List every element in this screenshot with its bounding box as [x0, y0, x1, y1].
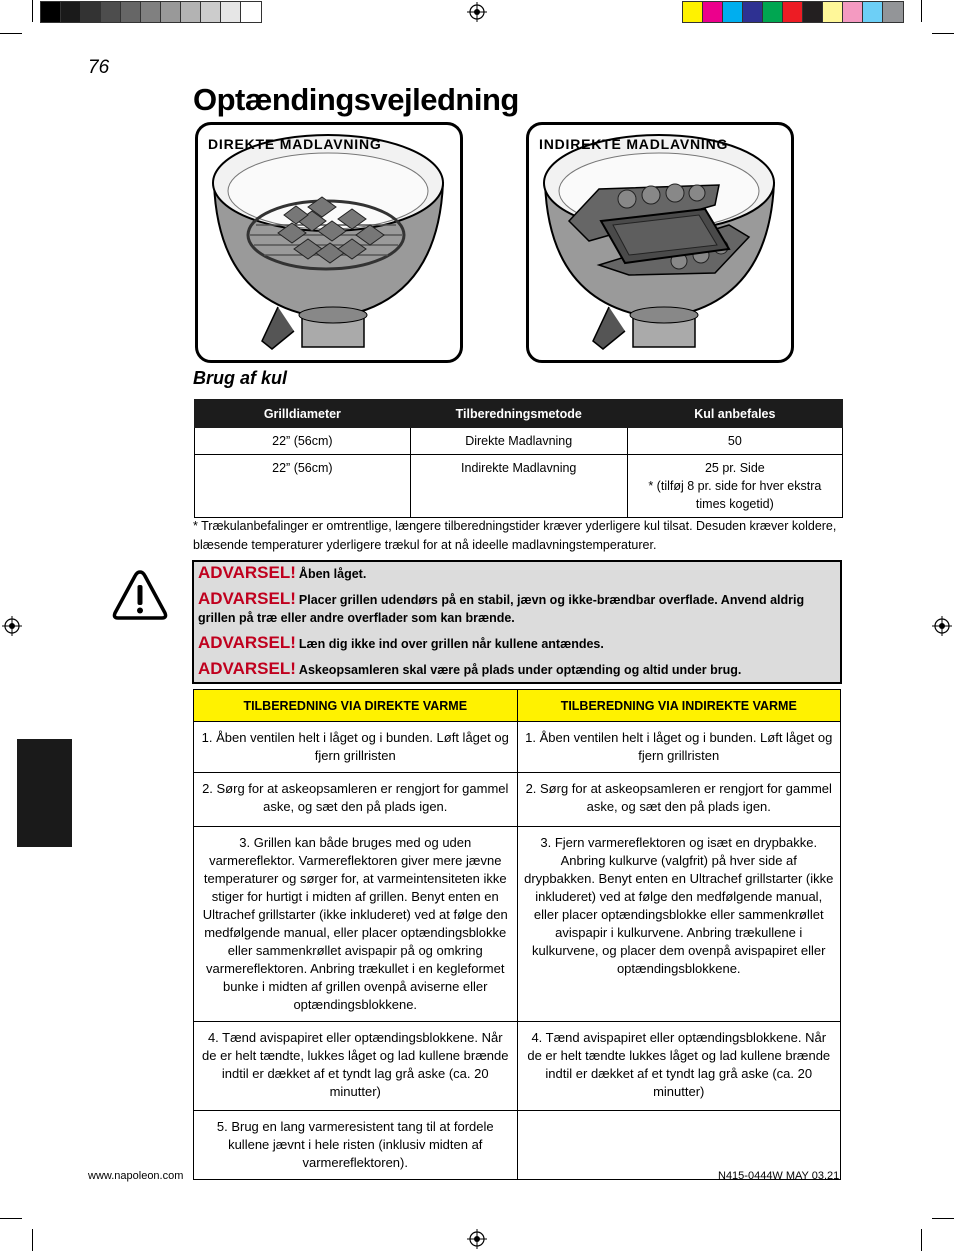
table-row: [194, 773, 841, 827]
page-number: 76: [88, 57, 110, 78]
direct-cooking-illustration: [195, 122, 463, 363]
registration-mark-icon: [932, 616, 952, 636]
direct-cooking-label: DIREKTE MADLAVNING: [208, 136, 382, 152]
grayscale-bar: [40, 1, 262, 23]
table-cell: 22” (56cm): [195, 428, 411, 455]
coal-note: * (tilføj 8 pr. side for hver ekstra: [648, 479, 822, 493]
footer-doc-code: N415-0444W MAY 03.21: [718, 1170, 840, 1182]
table-cell: Direkte Madlavning: [410, 428, 627, 455]
step-cell: 1. Åben ventilen helt i låget og i bunden. Løft låget og fjern grillristen: [517, 722, 841, 773]
color-swatch: [763, 2, 783, 22]
color-swatch: [181, 2, 201, 22]
table-row: [194, 1022, 841, 1111]
language-side-tab: [17, 739, 72, 847]
coal-table: [194, 399, 843, 518]
crop-mark: [932, 33, 954, 34]
color-swatch: [161, 2, 181, 22]
warning-text: Læn dig ikke ind over grillen når kullene antændes.: [298, 637, 604, 651]
warning-text: Placer grillen udendørs på en stabil, jævn og ikke-brændbar overflade. Anvend aldrig grillen på træ eller andre overflader som kan brænde.: [198, 593, 805, 625]
warning-text: Askeopsamleren skal være på plads under optænding og altid under brug.: [298, 663, 742, 677]
table-row: [194, 827, 841, 1022]
indirect-cooking-label: INDIREKTE MADLAVNING: [539, 136, 729, 152]
steps-header-indirect: TILBEREDNING VIA INDIREKTE VARME: [517, 690, 841, 722]
page-title: Optændingsvejledning: [193, 82, 519, 117]
table-cell: [627, 455, 842, 518]
color-swatch: [883, 2, 903, 22]
color-swatch: [743, 2, 763, 22]
crop-mark: [921, 0, 922, 22]
color-swatch: [783, 2, 803, 22]
step-cell: 1. Åben ventilen helt i låget og i bunden. Løft låget og fjern grillristen: [194, 722, 518, 773]
crop-mark: [932, 1218, 954, 1219]
color-swatch: [843, 2, 863, 22]
table-row: [195, 455, 843, 518]
crop-mark: [0, 1218, 22, 1219]
lighting-steps-table: [193, 689, 841, 1180]
crop-mark: [0, 33, 22, 34]
color-swatch: [201, 2, 221, 22]
crop-mark: [32, 0, 33, 22]
color-swatch: [221, 2, 241, 22]
step-cell: 5. Brug en lang varmeresistent tang til at fordele kullene jævnt i hele risten (inklusiv midten af varmereflektoren).: [194, 1111, 518, 1180]
crop-mark: [32, 1229, 33, 1251]
warning-triangle-icon: [112, 569, 168, 621]
color-swatch: [141, 2, 161, 22]
grill-direct-icon: [198, 125, 460, 360]
step-cell: 2. Sørg for at askeopsamleren er rengjort for gammel aske, og sæt den på plads igen.: [517, 773, 841, 827]
indirect-cooking-illustration: [526, 122, 794, 363]
warning-label: ADVARSEL!: [198, 589, 296, 608]
warning-item: [198, 590, 836, 627]
warning-label: ADVARSEL!: [198, 563, 296, 582]
color-swatch: [683, 2, 703, 22]
coal-table-header: Grilldiameter: [195, 400, 411, 428]
coal-footnote: * Trækulanbefalinger er omtrentlige, længere tilberedningstider kræver yderligere kul tilsat. Desuden kræver koldere, blæsende temperaturer yderligere trækul for at nå ideelle madlavningstemperaturer.: [193, 519, 837, 552]
color-swatch: [723, 2, 743, 22]
step-cell: 3. Fjern varmereflektoren og isæt en drypbakke. Anbring kulkurve (valgfrit) på hver side af drypbakken. Benyt enten en Ultrachef grillstarter (ikke inkluderet) ved at følge den medfølgende manual, eller placer optændingsblokke eller sammenkrøllet avispapir i kulkurvene. Anbring trækullene i kulkurvene, og placer dem ovenpå avispapiret eller optændingsblokkene.: [517, 827, 841, 1022]
step-cell: 2. Sørg for at askeopsamleren er rengjort for gammel aske, og sæt den på plads igen.: [194, 773, 518, 827]
coal-section-heading: Brug af kul: [193, 368, 288, 388]
step-cell: 4. Tænd avispapiret eller optændingsblokkene. Når de er helt tændte, lukkes låget og lad kullene brænde indtil er dækket af et tyndt lag grå aske (ca. 20 minutter): [194, 1022, 518, 1111]
coal-table-header: Tilberedningsmetode: [410, 400, 627, 428]
warning-item: [198, 634, 836, 653]
warning-box: [192, 560, 842, 684]
registration-mark-icon: [467, 1229, 487, 1249]
crop-mark: [921, 1229, 922, 1251]
warning-text: Åben låget.: [298, 567, 367, 581]
coal-note: times kogetid): [695, 497, 774, 511]
color-swatch: [61, 2, 81, 22]
color-swatch: [823, 2, 843, 22]
grill-indirect-icon: [529, 125, 791, 360]
color-swatch: [41, 2, 61, 22]
step-cell: 3. Grillen kan både bruges med og uden varmereflektor. Varmereflektoren giver mere jævne temperaturer og sørger for, at varmeintensiteten ikke stiger for hurtigt i midten af grillen. Benyt enten en Ultrachef grillstarter (ikke inkluderet) ved at følge den medfølgende manual, eller placer optændingsblokke eller sammenkrøllet avispapir på og omkring varmereflektoren. Anbring trækullet i en kegleformet bunke i midten af grillen ovenpå aviserne eller optændingsblokkene.: [194, 827, 518, 1022]
color-swatch: [81, 2, 101, 22]
registration-mark-icon: [2, 616, 22, 636]
registration-mark-icon: [467, 2, 487, 22]
coal-amount: 25 pr. Side: [704, 461, 765, 475]
table-row: [195, 428, 843, 455]
steps-header-direct: TILBEREDNING VIA DIREKTE VARME: [194, 690, 518, 722]
step-cell: 4. Tænd avispapiret eller optændingsblokkene. Når de er helt tændte lukkes låget og lad kullene brænde indtil er dækket af et tyndt lag grå aske (ca. 20 minutter): [517, 1022, 841, 1111]
table-row: [194, 722, 841, 773]
warning-item: [198, 564, 836, 583]
color-swatch: [121, 2, 141, 22]
color-bar: [682, 1, 904, 23]
warning-label: ADVARSEL!: [198, 633, 296, 652]
table-cell: 22” (56cm): [195, 455, 411, 518]
color-swatch: [703, 2, 723, 22]
warning-item: [198, 660, 836, 679]
footer-website: www.napoleon.com: [88, 1170, 184, 1182]
table-cell: Indirekte Madlavning: [410, 455, 627, 518]
warning-label: ADVARSEL!: [198, 659, 296, 678]
color-swatch: [803, 2, 823, 22]
color-swatch: [241, 2, 261, 22]
table-cell: 50: [627, 428, 842, 455]
color-swatch: [101, 2, 121, 22]
coal-table-header: Kul anbefales: [627, 400, 842, 428]
color-swatch: [863, 2, 883, 22]
